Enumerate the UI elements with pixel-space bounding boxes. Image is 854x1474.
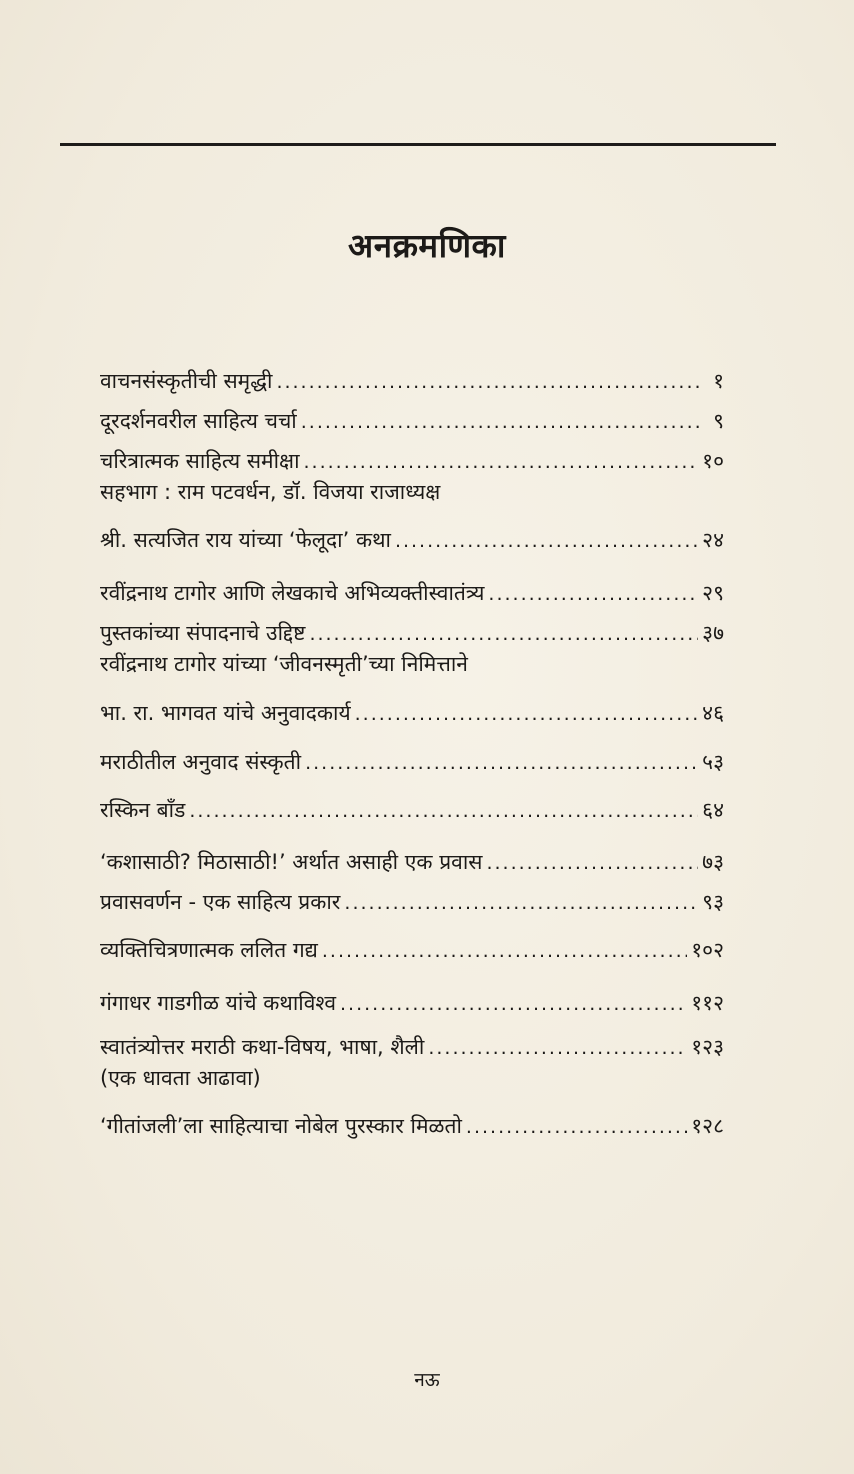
toc-entry-page: १२८ [691, 1114, 724, 1138]
toc-line [100, 406, 724, 437]
toc-entry-title: ‘गीतांजली’ला साहित्याचा नोबेल पुरस्कार मिळतो [100, 1114, 462, 1138]
dot-leader [309, 619, 698, 649]
toc-entry-title: स्वातंत्र्योत्तर मराठी कथा-विषय, भाषा, शैली [100, 1035, 425, 1059]
toc-entry-title: मराठीतील अनुवाद संस्कृती [100, 750, 302, 774]
page-number: नऊ [414, 1369, 440, 1391]
table-of-contents [100, 366, 724, 1142]
toc-entry-page: २४ [702, 528, 724, 552]
dot-leader [189, 796, 698, 826]
toc-line [100, 698, 724, 729]
toc-entry [100, 406, 724, 437]
toc-entry [100, 446, 724, 507]
dot-leader [276, 367, 700, 397]
dot-leader [340, 989, 687, 1019]
toc-line [100, 847, 724, 878]
dot-leader [486, 848, 698, 878]
toc-entry [100, 1111, 724, 1142]
toc-entry-subtitle: (एक धावता आढावा) [100, 1066, 261, 1090]
dot-leader [466, 1112, 687, 1142]
toc-entry-page: १२३ [691, 1035, 724, 1059]
toc-line [100, 935, 724, 966]
toc-entry-page: १ [713, 369, 724, 393]
toc-line [100, 747, 724, 778]
toc-entry [100, 578, 724, 609]
toc-entry [100, 698, 724, 729]
dot-leader [304, 447, 699, 477]
toc-line [100, 988, 724, 1019]
toc-entry [100, 525, 724, 556]
toc-entry-title: गंगाधर गाडगीळ यांचे कथाविश्व [100, 991, 336, 1015]
toc-entry-title: रस्किन बाँड [100, 798, 186, 822]
toc-line [100, 578, 724, 609]
dot-leader [322, 936, 687, 966]
toc-entry-subtitle: रवींद्रनाथ टागोर यांच्या ‘जीवनस्मृती’च्या निमित्ताने [100, 652, 468, 676]
toc-entry [100, 988, 724, 1019]
toc-entry-title: प्रवासवर्णन - एक साहित्य प्रकार [100, 890, 341, 914]
dot-leader [428, 1033, 687, 1063]
toc-entry-title: रवींद्रनाथ टागोर आणि लेखकाचे अभिव्यक्तीस्वातंत्र्य [100, 581, 485, 605]
toc-entry-page: ४६ [702, 701, 724, 725]
toc-line [100, 525, 724, 556]
toc-entry [100, 935, 724, 966]
toc-entry-title: चरित्रात्मक साहित्य समीक्षा [100, 449, 300, 473]
toc-entry [100, 366, 724, 397]
toc-entry-title: दूरदर्शनवरील साहित्य चर्चा [100, 409, 297, 433]
toc-entry-title: व्यक्तिचित्रणात्मक ललित गद्य [100, 938, 318, 962]
dot-leader [395, 526, 698, 556]
dot-leader [301, 407, 700, 437]
toc-entry-title: पुस्तकांच्या संपादनाचे उद्दिष्ट [100, 621, 306, 645]
toc-line [100, 1032, 724, 1063]
dot-leader [344, 888, 698, 918]
toc-entry-title: भा. रा. भागवत यांचे अनुवादकार्य [100, 701, 351, 725]
toc-entry-page: ३७ [702, 621, 724, 645]
toc-entry [100, 618, 724, 679]
toc-entry-page: ९३ [702, 890, 724, 914]
toc-line [100, 795, 724, 826]
toc-entry-page: १०२ [691, 938, 724, 962]
toc-entry-page: ५३ [702, 750, 724, 774]
toc-entry [100, 847, 724, 878]
toc-line [100, 618, 724, 649]
toc-line [100, 1111, 724, 1142]
toc-entry-title: ‘कशासाठी? मिठासाठी!’ अर्थात असाही एक प्रवास [100, 850, 483, 874]
page-title: अनक्रमणिका [348, 226, 506, 265]
toc-entry-page: ६४ [702, 798, 724, 822]
toc-line [100, 887, 724, 918]
dot-leader [488, 579, 698, 609]
toc-entry-page: २९ [702, 581, 724, 605]
toc-line [100, 366, 724, 397]
dot-leader [355, 699, 699, 729]
toc-entry-page: ९ [713, 409, 724, 433]
toc-entry [100, 1032, 724, 1093]
toc-line [100, 446, 724, 477]
top-rule [60, 143, 776, 146]
toc-entry-title: वाचनसंस्कृतीची समृद्धी [100, 369, 273, 393]
toc-entry-page: ७३ [702, 850, 724, 874]
toc-entry-page: १० [702, 449, 724, 473]
toc-entry-page: ११२ [691, 991, 724, 1015]
toc-entry [100, 747, 724, 778]
toc-entry-title: श्री. सत्यजित राय यांच्या ‘फेलूदा’ कथा [100, 528, 391, 552]
dot-leader [305, 748, 698, 778]
toc-entry-subtitle: सहभाग : राम पटवर्धन, डॉ. विजया राजाध्यक्ष [100, 480, 441, 504]
toc-entry [100, 795, 724, 826]
toc-entry [100, 887, 724, 918]
